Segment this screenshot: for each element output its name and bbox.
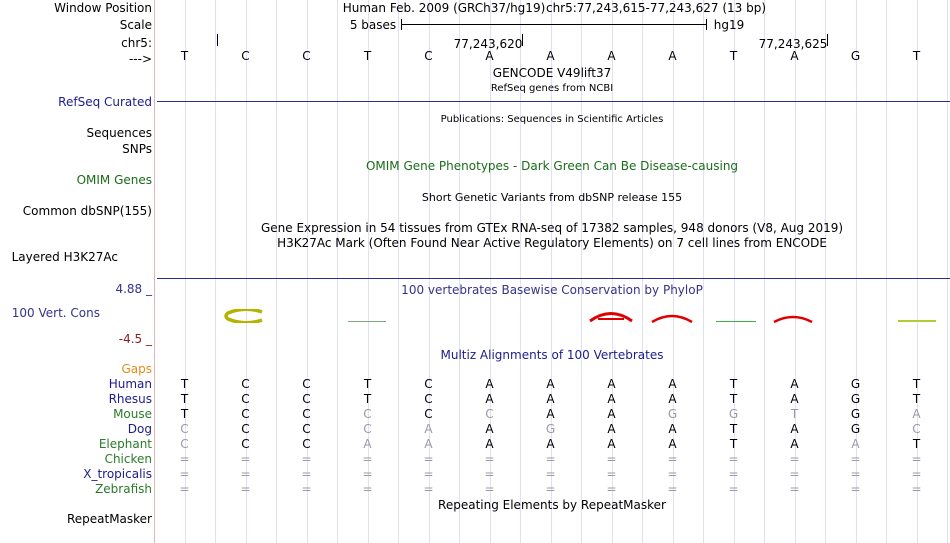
cons-logo-a2 — [650, 314, 694, 323]
alignment-base: G — [850, 407, 861, 421]
alignment-base: = — [484, 482, 495, 496]
refseq-label[interactable]: RefSeq Curated — [58, 95, 152, 109]
track-divider — [154, 0, 155, 543]
dbsnp-label[interactable]: Common dbSNP(155) — [22, 204, 152, 218]
alignment-base: A — [668, 392, 677, 406]
alignment-base: = — [545, 467, 556, 481]
alignment-base: A — [607, 422, 616, 436]
alignment-base: A — [424, 422, 433, 436]
alignment-base: A — [668, 377, 677, 391]
alignment-base: C — [241, 437, 250, 451]
alignment-base: C — [302, 392, 311, 406]
publications-title[interactable]: Publications: Sequences in Scientific Articles — [440, 114, 664, 125]
alignment-base: C — [241, 392, 250, 406]
species-label[interactable]: Rhesus — [108, 392, 152, 406]
alignment-base: A — [546, 407, 555, 421]
reference-base: T — [363, 49, 372, 63]
alignment-base: C — [302, 377, 311, 391]
alignment-base: = — [606, 482, 617, 496]
alignment-base: = — [789, 452, 800, 466]
omim-title[interactable]: OMIM Gene Phenotypes - Dark Green Can Be Disease-causing — [365, 159, 739, 173]
alignment-base: T — [180, 392, 189, 406]
alignment-base: T — [363, 392, 372, 406]
alignment-base: A — [485, 422, 494, 436]
grid-line — [459, 0, 460, 543]
cons-min-label: -4.5 _ — [118, 332, 152, 346]
alignment-base: = — [850, 452, 861, 466]
alignment-base: A — [485, 392, 494, 406]
grid-line — [947, 0, 948, 543]
alignment-base: A — [790, 392, 799, 406]
alignment-base: A — [851, 437, 860, 451]
grid-line — [398, 0, 399, 543]
alignment-base: C — [424, 407, 433, 421]
multiz-title[interactable]: Multiz Alignments of 100 Vertebrates — [440, 348, 664, 362]
track-labels-pane — [0, 0, 154, 543]
scale-label[interactable]: Scale — [119, 18, 152, 32]
ruler-tick-2 — [522, 34, 523, 46]
species-label[interactable]: X_tropicalis — [83, 467, 152, 481]
cons-bar-pos12 — [898, 320, 936, 322]
alignment-base: A — [607, 407, 616, 421]
alignment-base: = — [667, 482, 678, 496]
reference-base: G — [850, 49, 861, 63]
alignment-base: T — [180, 377, 189, 391]
reference-base: C — [424, 49, 433, 63]
alignment-base: = — [728, 452, 739, 466]
alignment-base: = — [240, 467, 251, 481]
alignment-base: = — [362, 467, 373, 481]
alignment-base: G — [850, 392, 861, 406]
species-label[interactable]: Human — [108, 377, 152, 391]
ruler-pos-2: 77,243,625 — [758, 37, 828, 51]
alignment-base: C — [180, 437, 189, 451]
cons-bar-pos9 — [716, 321, 756, 322]
alignment-base: T — [363, 377, 372, 391]
h3k27ac-separator — [157, 278, 950, 279]
alignment-base: A — [546, 377, 555, 391]
alignment-base: C — [241, 422, 250, 436]
alignment-base: A — [546, 437, 555, 451]
alignment-base: T — [729, 437, 738, 451]
alignment-base: = — [179, 452, 190, 466]
alignment-base: = — [362, 482, 373, 496]
reference-base: T — [180, 49, 189, 63]
cons-max-label: 4.88 _ — [115, 282, 152, 296]
ruler-tick-3 — [827, 34, 828, 46]
window-position-label[interactable]: Window Position — [54, 1, 152, 15]
reference-base: A — [790, 49, 799, 63]
alignment-base: = — [179, 467, 190, 481]
alignment-base: T — [729, 377, 738, 391]
alignment-base: = — [728, 467, 739, 481]
alignment-base: = — [606, 467, 617, 481]
alignment-base: C — [424, 377, 433, 391]
reference-base: A — [607, 49, 616, 63]
alignment-base: = — [850, 467, 861, 481]
alignment-base: T — [912, 377, 921, 391]
refseq-title[interactable]: RefSeq genes from NCBI — [490, 83, 614, 94]
alignment-base: = — [240, 482, 251, 496]
alignment-base: T — [790, 407, 799, 421]
alignment-base: = — [423, 452, 434, 466]
species-label[interactable]: Mouse — [113, 407, 152, 421]
species-label[interactable]: Elephant — [98, 437, 152, 451]
dbsnp-title[interactable]: Short Genetic Variants from dbSNP release 155 — [421, 191, 683, 204]
grid-line — [764, 0, 765, 543]
alignment-base: A — [485, 437, 494, 451]
alignment-base: T — [180, 407, 189, 421]
alignment-base: A — [790, 437, 799, 451]
alignment-base: = — [301, 452, 312, 466]
scale-bar — [401, 24, 706, 25]
ruler-pos-1: 77,243,620 — [453, 37, 523, 51]
repeatmasker-label[interactable]: RepeatMasker — [66, 512, 152, 526]
reference-base: A — [485, 49, 494, 63]
omim-label[interactable]: OMIM Genes — [76, 173, 152, 187]
alignment-base: = — [789, 482, 800, 496]
alignment-base: G — [850, 422, 861, 436]
alignment-base: C — [180, 422, 189, 436]
cons-label[interactable]: 100 Vert. Cons — [11, 306, 100, 320]
scale-db: hg19 — [713, 18, 745, 32]
alignment-base: = — [301, 467, 312, 481]
alignment-base: C — [302, 422, 311, 436]
alignment-base: A — [607, 377, 616, 391]
alignment-base: = — [362, 452, 373, 466]
grid-line — [703, 0, 704, 543]
alignment-base: C — [302, 407, 311, 421]
alignment-base: C — [424, 392, 433, 406]
h3k27ac-title[interactable]: H3K27Ac Mark (Often Found Near Active Regulatory Elements) on 7 cell lines from ENCODE — [277, 236, 827, 250]
sequences-label[interactable]: Sequences — [86, 126, 152, 140]
alignment-base: A — [668, 422, 677, 436]
species-label[interactable]: Chicken — [104, 452, 152, 466]
species-label[interactable]: Dog — [127, 422, 152, 436]
alignment-base: = — [240, 452, 251, 466]
scale-text: 5 bases — [349, 18, 397, 32]
alignment-base: C — [485, 407, 494, 421]
alignment-base: A — [485, 377, 494, 391]
alignment-base: = — [545, 482, 556, 496]
alignment-base: = — [911, 452, 922, 466]
alignment-base: = — [606, 452, 617, 466]
cons-bar-pos4 — [348, 321, 386, 322]
alignment-base: C — [363, 422, 372, 436]
alignment-base: A — [546, 392, 555, 406]
ruler-tick-1 — [217, 34, 218, 46]
cons-logo-a3 — [772, 315, 814, 323]
alignment-base: C — [912, 422, 921, 436]
alignment-base: = — [545, 452, 556, 466]
reference-base: T — [912, 49, 921, 63]
alignment-base: C — [241, 377, 250, 391]
alignment-base: A — [790, 377, 799, 391]
alignment-base: = — [789, 467, 800, 481]
alignment-base: = — [423, 482, 434, 496]
alignment-base: A — [363, 437, 372, 451]
snps-label[interactable]: SNPs — [122, 142, 152, 156]
alignment-base: = — [911, 467, 922, 481]
alignment-base: A — [790, 422, 799, 436]
position-text: chr5:77,243,615-77,243,627 (13 bp) — [545, 1, 767, 15]
gencode-title[interactable]: GENCODE V49lift37 — [492, 66, 612, 80]
alignment-base: A — [424, 437, 433, 451]
species-label[interactable]: Zebrafish — [95, 482, 152, 496]
alignment-base: G — [728, 407, 739, 421]
repeatmasker-title[interactable]: Repeating Elements by RepeatMasker — [438, 498, 666, 512]
alignment-base: = — [667, 452, 678, 466]
gaps-label[interactable]: Gaps — [121, 362, 152, 376]
grid-line — [642, 0, 643, 543]
chrom-label[interactable]: chr5: — [121, 36, 152, 50]
alignment-base: = — [484, 467, 495, 481]
alignment-base: G — [667, 407, 678, 421]
alignment-base: = — [179, 482, 190, 496]
refseq-separator — [157, 101, 950, 102]
alignment-base: T — [729, 422, 738, 436]
gtex-title[interactable]: Gene Expression in 54 tissues from GTEx RNA-seq of 17382 samples, 948 donors (V8, Aug 2019) — [260, 221, 844, 235]
cons-logo-a1 — [588, 310, 634, 323]
reference-base: A — [546, 49, 555, 63]
alignment-base: A — [668, 437, 677, 451]
cons-logo-c — [222, 309, 268, 323]
reference-base: T — [729, 49, 738, 63]
scale-bar-left-tick — [401, 19, 402, 30]
alignment-base: = — [484, 452, 495, 466]
conservation-title[interactable]: 100 vertebrates Basewise Conservation by PhyloP — [401, 283, 703, 297]
reference-base: C — [241, 49, 250, 63]
h3k27ac-label[interactable]: Layered H3K27Ac — [11, 250, 118, 264]
assembly-title: Human Feb. 2009 (GRCh37/hg19) — [342, 1, 546, 15]
grid-line — [276, 0, 277, 543]
alignment-base: = — [850, 482, 861, 496]
grid-line — [337, 0, 338, 543]
strand-label[interactable]: ---> — [128, 52, 152, 66]
alignment-base: A — [912, 407, 921, 421]
alignment-base: T — [729, 392, 738, 406]
alignment-base: A — [607, 437, 616, 451]
alignment-base: C — [302, 437, 311, 451]
grid-line — [215, 0, 216, 543]
alignment-base: = — [911, 482, 922, 496]
alignment-base: = — [301, 482, 312, 496]
alignment-base: T — [912, 437, 921, 451]
alignment-base: T — [912, 392, 921, 406]
alignment-base: = — [728, 482, 739, 496]
alignment-base: = — [667, 467, 678, 481]
alignment-base: A — [607, 392, 616, 406]
alignment-base: C — [241, 407, 250, 421]
scale-bar-right-tick — [706, 19, 707, 30]
grid-line — [825, 0, 826, 543]
alignment-base: G — [850, 377, 861, 391]
alignment-base: C — [363, 407, 372, 421]
reference-base: A — [668, 49, 677, 63]
alignment-base: G — [545, 422, 556, 436]
reference-base: C — [302, 49, 311, 63]
grid-line — [886, 0, 887, 543]
alignment-base: = — [423, 467, 434, 481]
